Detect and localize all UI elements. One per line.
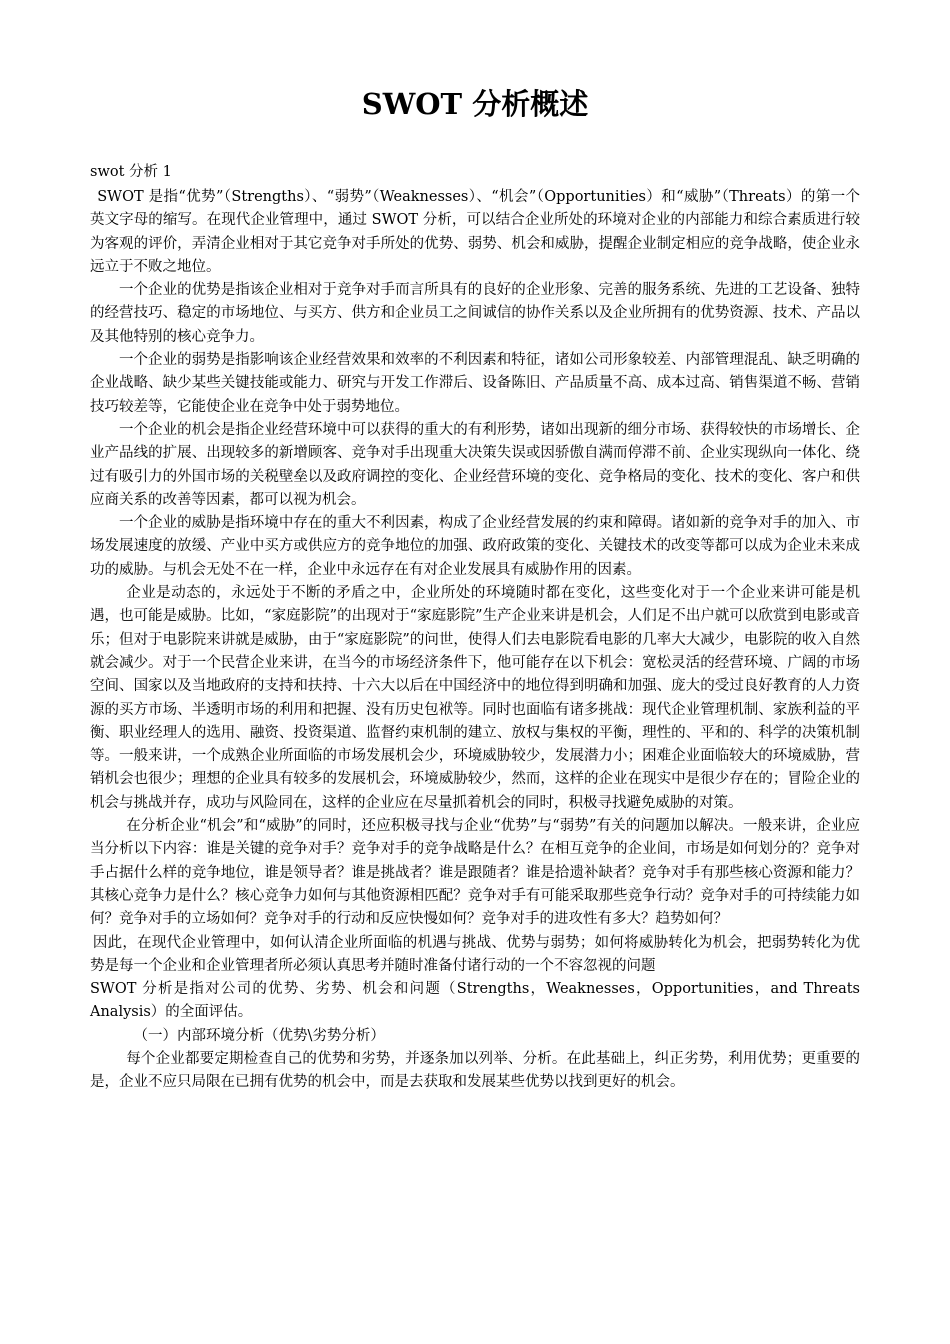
document-subtitle: swot 分析 1: [90, 164, 172, 180]
section-heading-internal-analysis: （一）内部环境分析（优势\劣势分析）: [133, 1027, 385, 1044]
paragraph-swot-definition: SWOT 是指“优势”（Strengths）、“弱势”（Weaknesses）、“机会”（Opportunities）和“威胁”（Threats）的第一个英文字母的缩写。在现代企业管理中，通过 SWOT 分析，可以结合企业所处的环境对企业的内部能力和综合素质进行较为客观的评价，弄清企业相对于其它竞争对手所处的优势、弱势、机会和威胁，提醒企业制定相应的竞争战略，使企业永远立于不败之地位。: [90, 189, 860, 275]
paragraph-strengths: 一个企业的优势是指该企业相对于竞争对手而言所具有的良好的企业形象、完善的服务系统、先进的工艺设备、独特的经营技巧、稳定的市场地位、与买方、供方和企业员工之间诚信的协作关系以及企业所拥有的优势资源、技术、产品以及其他特别的核心竞争力。: [90, 282, 860, 345]
paragraph-dynamic-environment: 企业是动态的，永远处于不断的矛盾之中，企业所处的环境随时都在变化，这些变化对于一个企业来讲可能是机遇，也可能是威胁。比如，“家庭影院”的出现对于“家庭影院”生产企业来讲是机会，人们足不出户就可以欣赏到电影或音乐；但对于电影院来讲就是威胁，由于“家庭影院”的问世，使得人们去电影院看电影的几率大大减少，电影院的收入自然就会减少。对于一个民营企业来讲，在当今的市场经济条件下，他可能存在以下机会：宽松灵活的经营环境、广阔的市场空间、国家以及当地政府的支持和扶持、十六大以后在中国经济中的地位得到明确和加强、庞大的受过良好教育的人力资源的买方市场、半透明市场的利用和把握、没有历史包袱等。同时也面临有诸多挑战：现代企业管理机制、家族利益的平衡、职业经理人的选用、融资、投资渠道、监督约束机制的建立、放权与集权的平衡，理性的、平和的、科学的决策机制等。一般来讲，一个成熟企业所面临的市场发展机会少，环境威胁较少，发展潜力小；困难企业面临较大的环境威胁，营销机会也很少；理想的企业具有较多的发展机会，环境威胁较少，然而，这样的企业在现实中是很少存在的；冒险企业的机会与挑战并存，成功与风险同在，这样的企业应在尽量抓着机会的同时，积极寻找避免威胁的对策。: [90, 585, 860, 811]
paragraph-internal-analysis: 每个企业都要定期检查自己的优势和劣势，并逐条加以列举、分析。在此基础上，纠正劣势，利用优势；更重要的是，企业不应只局限在已拥有优势的机会中，而是去获取和发展某些优势以找到更好的机会。: [90, 1050, 860, 1091]
paragraph-weaknesses: 一个企业的弱势是指影响该企业经营效果和效率的不利因素和特征，诸如公司形象较差、内部管理混乱、缺乏明确的企业战略、缺少某些关键技能或能力、研究与开发工作滞后、设备陈旧、产品质量不高、成本过高、销售渠道不畅、营销技巧较差等，它能使企业在竞争中处于弱势地位。: [90, 352, 860, 415]
document-title: SWOT 分析概述: [361, 87, 589, 121]
paragraph-competitor-questions: 在分析企业“机会”和“威胁”的同时，还应积极寻找与企业“优势”与“弱势”有关的问题加以解决。一般来讲，企业应当分析以下内容：谁是关键的竞争对手？竞争对手的竞争战略是什么？在相互竞争的企业间，市场是如何划分的？竞争对手占据什么样的竞争地位，谁是领导者？谁是挑战者？谁是跟随者？谁是拾遗补缺者？竞争对手有那些核心资源和能力？其核心竞争力是什么？核心竞争力如何与其他资源相匹配？竞争对手有可能采取那些竞争行动？竞争对手的可持续能力如何？竞争对手的立场如何？竞争对手的行动和反应快慢如何？竞争对手的进攻性有多大？趋势如何？: [90, 818, 860, 928]
paragraph-swot-summary: SWOT 分析是指对公司的优势、劣势、机会和问题（Strengths，Weaknesses，Opportunities，and Threats Analysis）的全面评估。: [90, 981, 860, 1021]
paragraph-opportunities: 一个企业的机会是指企业经营环境中可以获得的重大的有利形势，诸如出现新的细分市场、获得较快的市场增长、企业产品线的扩展、出现较多的新增顾客、竞争对手出现重大决策失误或因骄傲自满而停滞不前、企业实现纵向一体化、绕过有吸引力的外国市场的关税壁垒以及政府调控的变化、企业经营环境的变化、竞争格局的变化、技术的变化、客户和供应商关系的改善等因素，都可以视为机会。: [90, 421, 860, 508]
paragraph-threats: 一个企业的威胁是指环境中存在的重大不利因素，构成了企业经营发展的约束和障碍。诸如新的竞争对手的加入、市场发展速度的放缓、产业中买方或供应方的竞争地位的加强、政府政策的变化、关键技术的改变等都可以成为企业未来成功的威胁。与机会无处不在一样，企业中永远存在有对企业发展具有威胁作用的因素。: [90, 515, 860, 578]
paragraph-conclusion: 因此，在现代企业管理中，如何认清企业所面临的机遇与挑战、优势与弱势；如何将威胁转化为机会，把弱势转化为优势是每一个企业和企业管理者所必须认真思考并随时准备付诸行动的一个不容忽视的问题: [90, 934, 860, 974]
